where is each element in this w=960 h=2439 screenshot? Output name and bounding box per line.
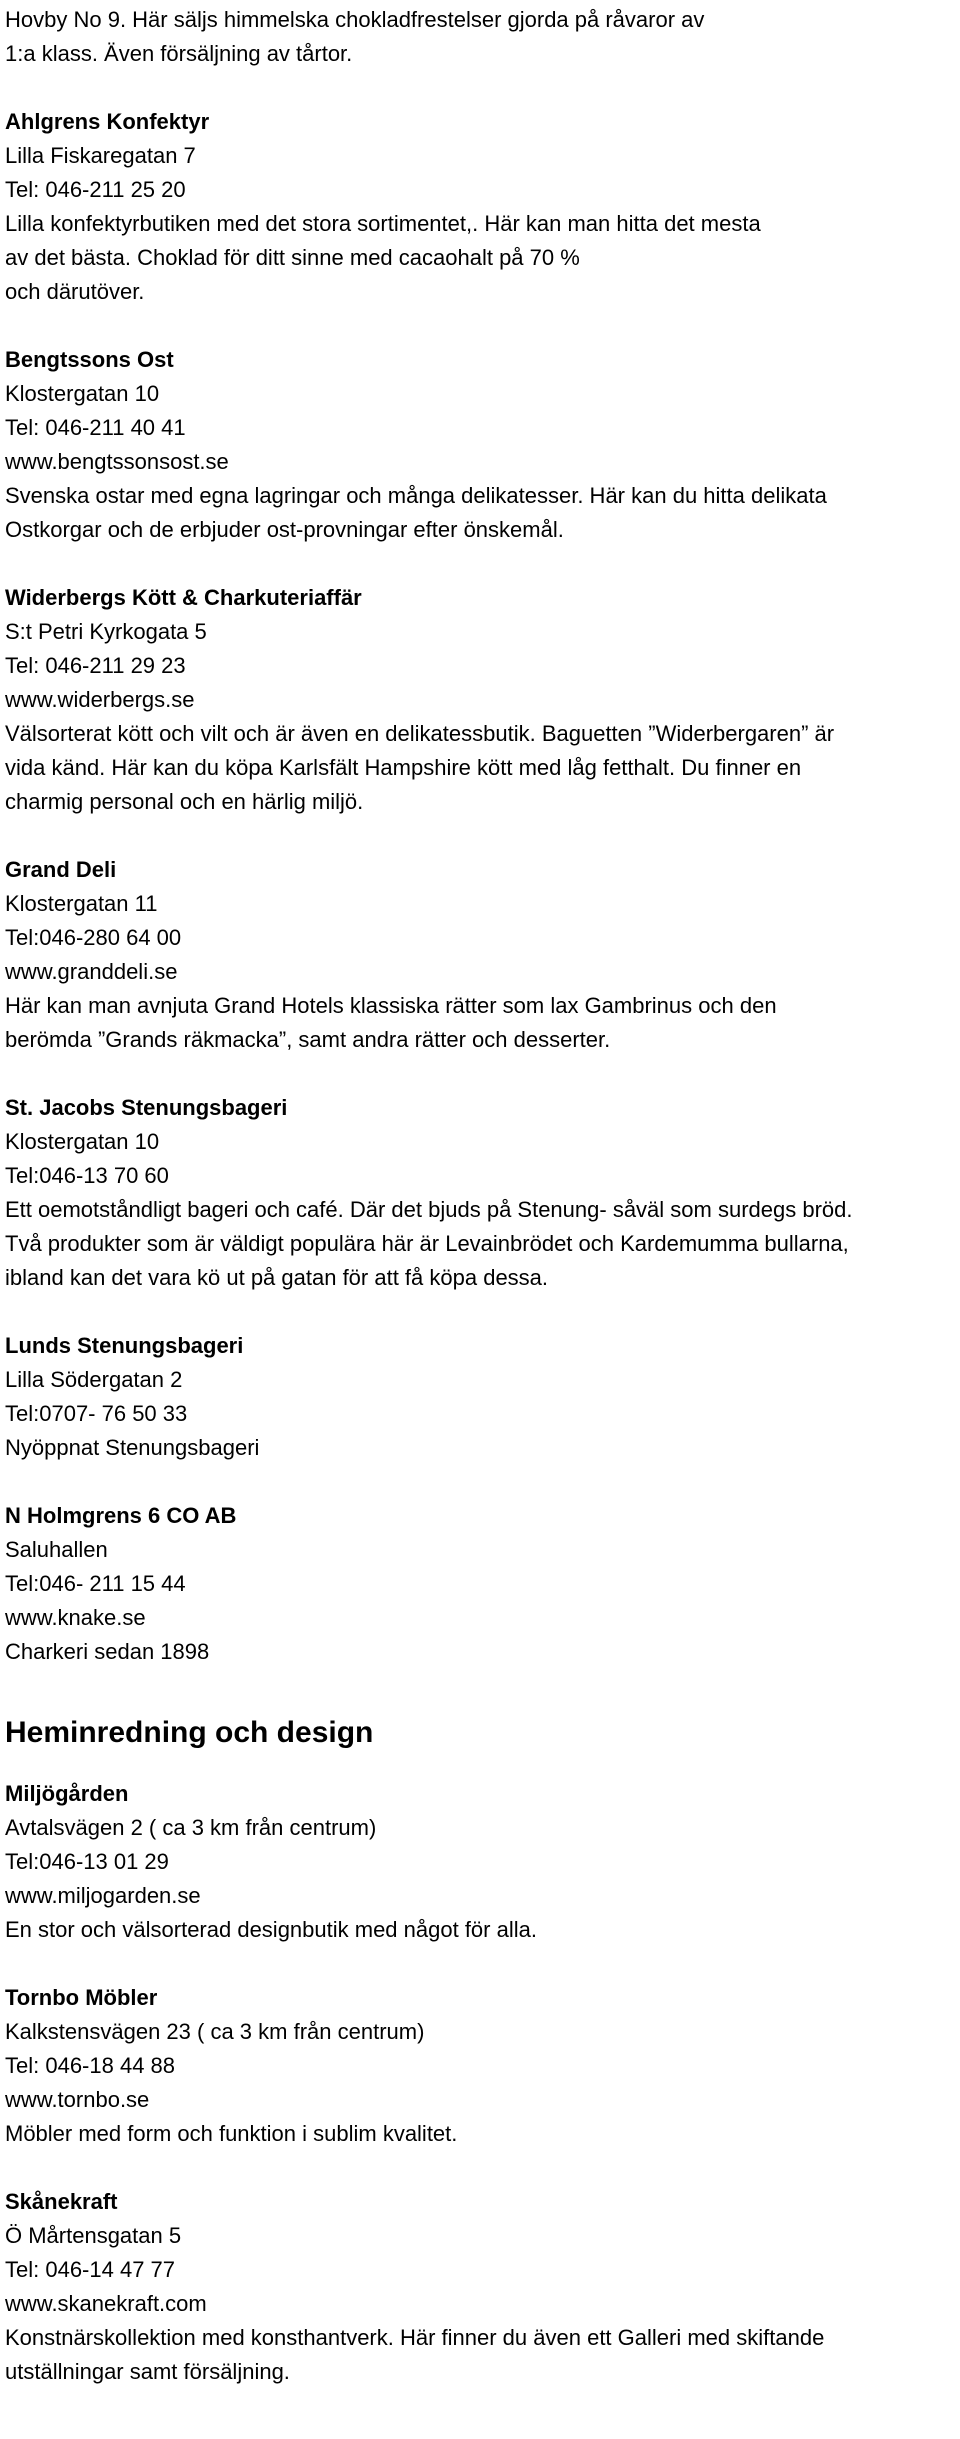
- entry-description: Svenska ostar med egna lagringar och många delikatesser. Här kan du hitta delikata: [5, 483, 827, 508]
- entry-tornbo-mobler: [5, 1981, 953, 2151]
- entry-phone: Tel:0707- 76 50 33: [5, 1401, 188, 1426]
- entry-address: Lilla Fiskaregatan 7: [5, 143, 196, 168]
- entry-title: St. Jacobs Stenungsbageri: [5, 1095, 288, 1120]
- entry-description: En stor och välsorterad designbutik med något för alla.: [5, 1917, 537, 1942]
- entry-phone: Tel:046-280 64 00: [5, 925, 182, 950]
- entry-website-link[interactable]: www.skanekraft.com: [5, 2291, 207, 2316]
- entry-address: Kalkstensvägen 23 ( ca 3 km från centrum): [5, 2019, 425, 2044]
- entry-website-link[interactable]: www.tornbo.se: [5, 2087, 150, 2112]
- entry-description: berömda ”Grands räkmacka”, samt andra rätter och desserter.: [5, 1027, 611, 1052]
- entry-description: Välsorterat kött och vilt och är även en delikatessbutik. Baguetten ”Widerbergaren” är: [5, 721, 835, 746]
- entry-description: och därutöver.: [5, 279, 145, 304]
- entry-address: Klostergatan 10: [5, 1129, 160, 1154]
- entry-title: Skånekraft: [5, 2189, 118, 2214]
- entry-ahlgrens-konfektyr: [5, 105, 953, 309]
- section-heading: Heminredning och design: [5, 1716, 374, 1749]
- entry-grand-deli: [5, 853, 953, 1057]
- entry-title: Miljögården: [5, 1781, 129, 1806]
- entry-description: Här kan man avnjuta Grand Hotels klassiska rätter som lax Gambrinus och den: [5, 993, 777, 1018]
- entry-description: utställningar samt försäljning.: [5, 2359, 290, 2384]
- entry-bengtssons-ost: [5, 343, 953, 547]
- entry-lunds-stenungsbageri: [5, 1329, 953, 1465]
- entry-phone: Tel: 046-14 47 77: [5, 2257, 176, 2282]
- entry-description: Ett oemotståndligt bageri och café. Där det bjuds på Stenung- såväl som surdegs bröd.: [5, 1197, 853, 1222]
- entry-phone: Tel: 046-211 40 41: [5, 415, 186, 440]
- entry-title: Lunds Stenungsbageri: [5, 1333, 244, 1358]
- entry-title: Ahlgrens Konfektyr: [5, 109, 210, 134]
- entry-phone: Tel: 046-18 44 88: [5, 2053, 176, 2078]
- entry-description: Charkeri sedan 1898: [5, 1639, 210, 1664]
- entry-description: Lilla konfektyrbutiken med det stora sortimentet,. Här kan man hitta det mesta: [5, 211, 761, 236]
- entry-description: vida känd. Här kan du köpa Karlsfält Hampshire kött med låg fetthalt. Du finner en: [5, 755, 802, 780]
- intro-line: 1:a klass. Även försäljning av tårtor.: [5, 41, 353, 66]
- entry-title: Bengtssons Ost: [5, 347, 174, 372]
- entry-phone: Tel:046- 211 15 44: [5, 1571, 186, 1596]
- entry-description: Två produkter som är väldigt populära här är Levainbrödet och Kardemumma bullarna,: [5, 1231, 849, 1256]
- entry-title: N Holmgrens 6 CO AB: [5, 1503, 237, 1528]
- entry-n-holmgrens: [5, 1499, 953, 1669]
- intro-line: Hovby No 9. Här säljs himmelska chokladfrestelser gjorda på råvaror av: [5, 7, 705, 32]
- document-page: [5, 3, 953, 2389]
- entry-description: av det bästa. Choklad för ditt sinne med cacaohalt på 70 %: [5, 245, 580, 270]
- entry-address: Klostergatan 10: [5, 381, 160, 406]
- entry-address: Ö Mårtensgatan 5: [5, 2223, 182, 2248]
- entry-miljogarden: [5, 1777, 953, 1947]
- entry-description: Möbler med form och funktion i sublim kvalitet.: [5, 2121, 458, 2146]
- entry-address: Lilla Södergatan 2: [5, 1367, 183, 1392]
- entry-title: Tornbo Möbler: [5, 1985, 158, 2010]
- entry-title: Grand Deli: [5, 857, 117, 882]
- entry-description: Ostkorgar och de erbjuder ost-provningar efter önskemål.: [5, 517, 564, 542]
- entry-title: Widerbergs Kött & Charkuteriaffär: [5, 585, 362, 610]
- entry-phone: Tel:046-13 70 60: [5, 1163, 169, 1188]
- entry-address: Saluhallen: [5, 1537, 108, 1562]
- entry-widerbergs: [5, 581, 953, 819]
- entry-website-link[interactable]: www.widerbergs.se: [5, 687, 195, 712]
- entry-website-link[interactable]: www.knake.se: [5, 1605, 146, 1630]
- entry-skanekraft: [5, 2185, 953, 2389]
- entry-address: Klostergatan 11: [5, 891, 158, 916]
- entry-address: Avtalsvägen 2 ( ca 3 km från centrum): [5, 1815, 377, 1840]
- entry-description: Konstnärskollektion med konsthantverk. Här finner du även ett Galleri med skiftande: [5, 2325, 825, 2350]
- entry-description: charmig personal och en härlig miljö.: [5, 789, 364, 814]
- entry-phone: Tel: 046-211 25 20: [5, 177, 186, 202]
- entry-website-link[interactable]: www.bengtssonsost.se: [5, 449, 229, 474]
- intro-block: [5, 3, 953, 71]
- entry-address: S:t Petri Kyrkogata 5: [5, 619, 207, 644]
- entry-phone: Tel:046-13 01 29: [5, 1849, 169, 1874]
- entry-website-link[interactable]: www.miljogarden.se: [5, 1883, 201, 1908]
- entry-website-link[interactable]: www.granddeli.se: [5, 959, 178, 984]
- entry-description: Nyöppnat Stenungsbageri: [5, 1435, 260, 1460]
- entry-phone: Tel: 046-211 29 23: [5, 653, 186, 678]
- entry-st-jacobs-stenungsbageri: [5, 1091, 953, 1295]
- entry-description: ibland kan det vara kö ut på gatan för att få köpa dessa.: [5, 1265, 549, 1290]
